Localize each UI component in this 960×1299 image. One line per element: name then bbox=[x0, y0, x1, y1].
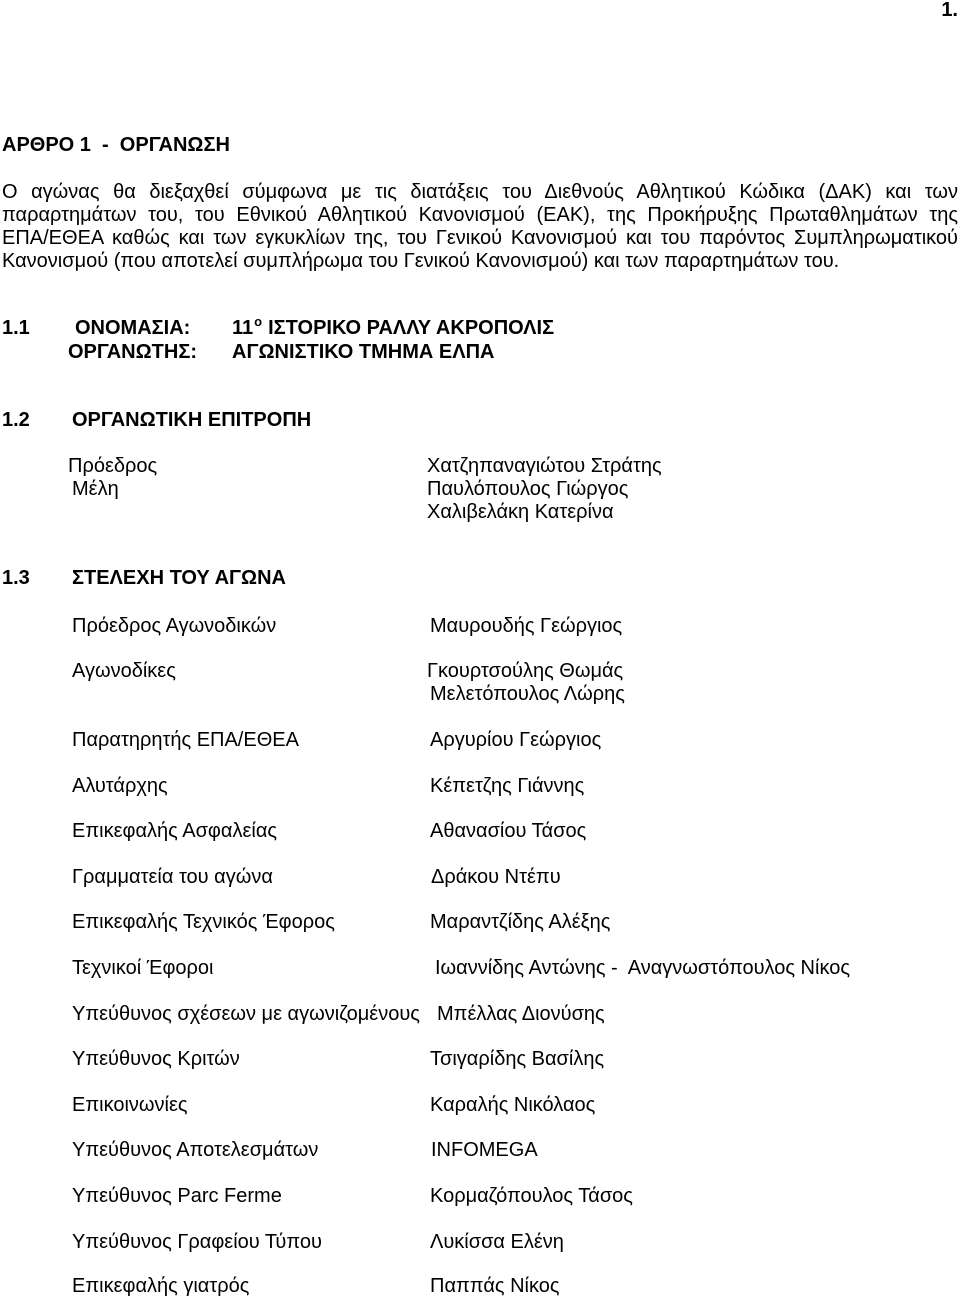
section-1-1-organizer-row bbox=[0, 341, 960, 364]
staff-row bbox=[0, 1139, 960, 1162]
staff-role: Αλυτάρχης bbox=[72, 775, 168, 797]
staff-row bbox=[0, 957, 960, 980]
staff-role: Υπεύθυνος Αποτελεσμάτων bbox=[72, 1139, 319, 1161]
staff-role: Αγωνοδίκες bbox=[72, 660, 176, 682]
staff-role: Πρόεδρος Αγωνοδικών bbox=[72, 615, 277, 637]
staff-row bbox=[0, 1231, 960, 1254]
staff-row bbox=[0, 1003, 960, 1026]
committee-row bbox=[0, 501, 960, 524]
staff-name: Μπέλλας Διονύσης bbox=[437, 1003, 605, 1025]
committee-role: Πρόεδρος bbox=[68, 455, 158, 477]
staff-role: Παρατηρητής ΕΠΑ/ΕΘΕΑ bbox=[72, 729, 299, 751]
staff-row bbox=[0, 660, 960, 683]
paragraph-line: Κανονισμού (που αποτελεί συμπλήρωμα του Γενικού Κανονισμού) και των παραρτημάτων του. bbox=[2, 250, 840, 272]
staff-name: Λυκίσσα Ελένη bbox=[430, 1231, 564, 1253]
page-number: 1. bbox=[941, 0, 958, 21]
section-number: 1.2 bbox=[2, 409, 30, 431]
staff-name: Τσιγαρίδης Βασίλης bbox=[430, 1048, 605, 1070]
event-name bbox=[232, 314, 555, 340]
staff-row bbox=[0, 1275, 960, 1298]
staff-role: Υπεύθυνος σχέσεων με αγωνιζομένους bbox=[72, 1003, 420, 1025]
staff-name: Μαραντζίδης Αλέξης bbox=[430, 911, 611, 933]
staff-name: Αθανασίου Τάσος bbox=[430, 820, 587, 842]
staff-name: Μελετόπουλος Λώρης bbox=[430, 683, 625, 705]
organizer-value: ΑΓΩΝΙΣΤΙΚΟ ΤΜΗΜΑ ΕΛΠΑ bbox=[232, 341, 495, 363]
staff-role: Επικεφαλής Ασφαλείας bbox=[72, 820, 278, 842]
staff-role: Υπεύθυνος Γραφείου Τύπου bbox=[72, 1231, 322, 1253]
staff-role: Υπεύθυνος Parc Ferme bbox=[72, 1185, 282, 1207]
article-paragraph bbox=[2, 181, 958, 273]
event-edition-number: 11 bbox=[232, 317, 254, 339]
staff-name: Καραλής Νικόλαος bbox=[430, 1094, 596, 1116]
paragraph-line: παραρτημάτων του, του Εθνικού Αθλητικού Κανονισμού (ΕΑΚ), της Προκήρυξης Πρωταθλημάτων της bbox=[2, 204, 958, 226]
staff-row bbox=[0, 911, 960, 934]
staff-role: Τεχνικοί Έφοροι bbox=[72, 957, 214, 979]
staff-name: Αργυρίου Γεώργιος bbox=[430, 729, 602, 751]
staff-row bbox=[0, 1185, 960, 1208]
staff-role: Επικοινωνίες bbox=[72, 1094, 188, 1116]
event-name-text: ΙΣΤΟΡΙΚΟ ΡΑΛΛΥ ΑΚΡΟΠΟΛΙΣ bbox=[268, 317, 555, 339]
staff-role: Επικεφαλής γιατρός bbox=[72, 1275, 250, 1297]
event-edition-superscript: ο bbox=[254, 314, 263, 329]
staff-name: Μαυρουδής Γεώργιος bbox=[430, 615, 623, 637]
committee-name: Χαλιβελάκη Κατερίνα bbox=[427, 501, 614, 523]
committee-name: Χατζηπαναγιώτου Στράτης bbox=[427, 455, 662, 477]
section-title: ΟΡΓΑΝΩΤΙΚΗ ΕΠΙΤΡΟΠΗ bbox=[72, 409, 312, 431]
staff-role: Επικεφαλής Τεχνικός Έφορος bbox=[72, 911, 335, 933]
section-title: ΣΤΕΛΕΧΗ ΤΟΥ ΑΓΩΝΑ bbox=[72, 567, 286, 589]
staff-row bbox=[0, 615, 960, 638]
staff-row bbox=[0, 820, 960, 843]
section-1-1-name-row bbox=[0, 314, 960, 340]
section-1-2-heading bbox=[0, 409, 960, 432]
staff-name: Δράκου Ντέπυ bbox=[431, 866, 561, 888]
staff-row bbox=[0, 683, 960, 706]
article-title: ΑΡΘΡΟ 1 - ΟΡΓΑΝΩΣΗ bbox=[2, 134, 230, 156]
committee-row bbox=[0, 455, 960, 478]
staff-name: Παππάς Νίκος bbox=[430, 1275, 560, 1297]
section-number: 1.1 bbox=[2, 317, 30, 339]
paragraph-line: ΕΠΑ/ΕΘΕΑ καθώς και των εγκυκλίων της, του Γενικού Κανονισμού και του παρόντος Συμπληρωματικού bbox=[2, 227, 958, 249]
staff-row bbox=[0, 1048, 960, 1071]
paragraph-line: Ο αγώνας θα διεξαχθεί σύμφωνα με τις διατάξεις του Διεθνούς Αθλητικού Κώδικα (ΔΑΚ) και των bbox=[2, 181, 958, 203]
staff-name: Κορμαζόπουλος Τάσος bbox=[430, 1185, 633, 1207]
staff-row bbox=[0, 729, 960, 752]
staff-name: Γκουρτσούλης Θωμάς bbox=[427, 660, 624, 682]
staff-row bbox=[0, 866, 960, 889]
staff-row bbox=[0, 1094, 960, 1117]
staff-name: Ιωαννίδης Αντώνης - Αναγνωστόπουλος Νίκος bbox=[435, 957, 850, 979]
committee-role: Μέλη bbox=[72, 478, 119, 500]
section-1-3-heading bbox=[0, 567, 960, 590]
committee-name: Παυλόπουλος Γιώργος bbox=[427, 478, 629, 500]
organizer-label: ΟΡΓΑΝΩΤΗΣ: bbox=[68, 341, 197, 363]
name-label: ΟΝΟΜΑΣΙΑ: bbox=[75, 317, 191, 339]
staff-role: Γραμματεία του αγώνα bbox=[72, 866, 273, 888]
section-number: 1.3 bbox=[2, 567, 30, 589]
committee-row bbox=[0, 478, 960, 501]
staff-name: Κέπετζης Γιάννης bbox=[430, 775, 585, 797]
staff-row bbox=[0, 775, 960, 798]
staff-name: INFOMEGA bbox=[431, 1139, 538, 1161]
staff-role: Υπεύθυνος Κριτών bbox=[72, 1048, 240, 1070]
